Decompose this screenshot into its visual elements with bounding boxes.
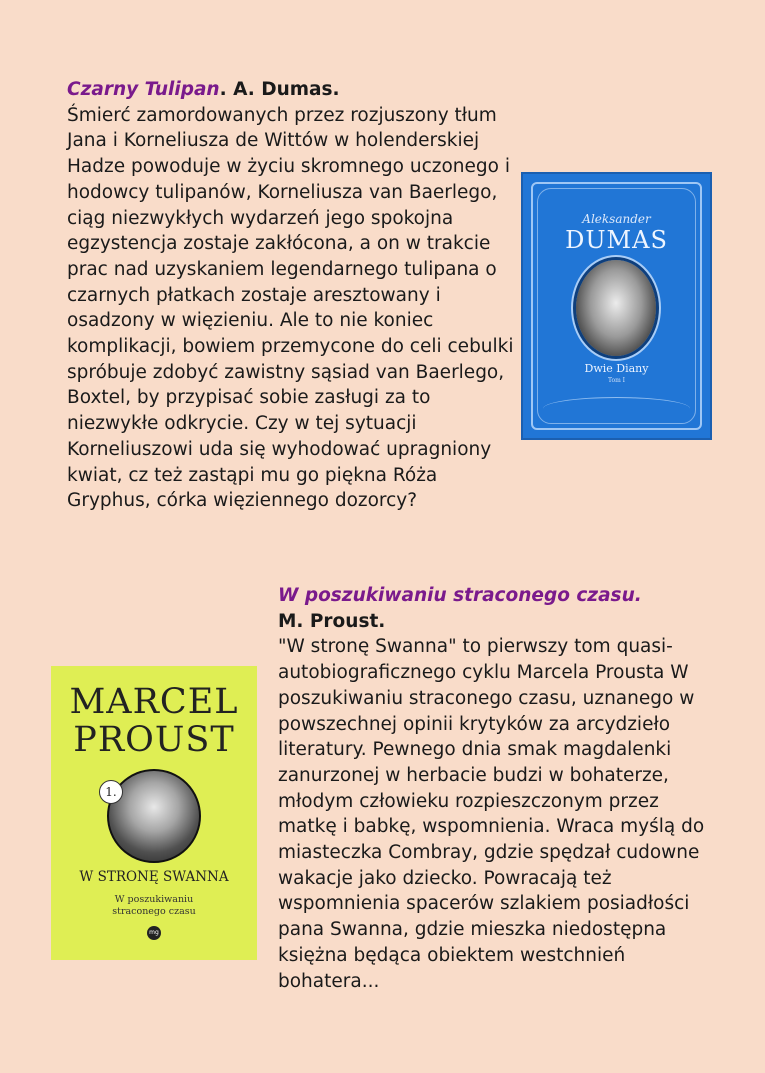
- book-description: Śmierć zamordowanych przez rozjuszony tłum Jana i Korneliusza de Wittów w holenderskiej Hadze powoduje w życiu skromnego uczonego i hodowcy tulipanów, Korneliusza van Baerlego, ciąg niezwykłych wydarzeń jego spokojna egzystencja zostaje zakłócona, a on w trakcie prac nad uzyskaniem legendarnego tulipana o czarnych płatkach zostaje aresztowany i osadzony w więzieniu. Ale to nie koniec komplikacji, bowiem przemycone do celi cebulki spróbuje zdobyć zawistny sąsiad van Baerlego, Boxtel, by przypisać sobie zasługi za to niezwykłe odkrycie. Czy w tej sytuacji Korneliuszowi uda się wyhodować upragniony kwiat, cz też zastąpi mu go piękna Róża Gryphus, córka więziennego dozorcy?: [67, 104, 514, 512]
- cover-author-first-name: Aleksander: [582, 212, 651, 226]
- cover-series-line-2: straconego czasu: [112, 906, 196, 917]
- cover-book-title: W STRONĘ SWANNA: [79, 869, 229, 885]
- cover-series-name: [51, 894, 257, 918]
- cover-author-first-name: MARCEL: [69, 682, 239, 722]
- book-cover-dumas: [521, 172, 712, 440]
- book-title: Czarny Tulipan: [67, 79, 220, 100]
- cover-ornament: [543, 397, 690, 420]
- publisher-logo: mg: [147, 926, 161, 940]
- cover-volume-label: Tom I: [607, 377, 626, 384]
- book-title: W poszukiwaniu straconego czasu.: [278, 585, 642, 606]
- book-cover-proust: [51, 666, 257, 960]
- cover-series-line-1: W poszukiwaniu: [114, 894, 194, 905]
- cover-portrait-illustration: [576, 260, 656, 356]
- book-author: . A. Dumas.: [219, 79, 340, 100]
- book-description: "W stronę Swanna" to pierwszy tom quasi-autobiograficznego cyklu Marcela Prousta W poszukiwaniu straconego czasu, uznanego w powszechnej opinii krytyków za arcydzieło literatury. Pewnego dnia smak magdalenki zanurzonej w herbacie budzi w bohaterze, młodym człowieku rozpieszczonym przez matkę i babkę, wspomnienia. Wraca myślą do miasteczka Combray, gdzie spędzał cudowne wakacje jako dziecko. Powracają też wspomnienia spacerów szlakiem posiadłości pana Swanna, gdzie mieszka niedostępna księżna będąca obiektem westchnień bohatera...: [278, 636, 705, 992]
- cover-portrait-photo: [107, 769, 201, 863]
- cover-author-last-name: PROUST: [73, 720, 235, 760]
- book-entry-proust: [278, 583, 718, 994]
- book-entry-dumas: [67, 77, 517, 514]
- book-author: M. Proust.: [278, 610, 386, 632]
- cover-book-title: Dwie Diany: [584, 362, 649, 375]
- cover-volume-number: 1.: [99, 780, 123, 804]
- cover-author-last-name: DUMAS: [565, 226, 668, 254]
